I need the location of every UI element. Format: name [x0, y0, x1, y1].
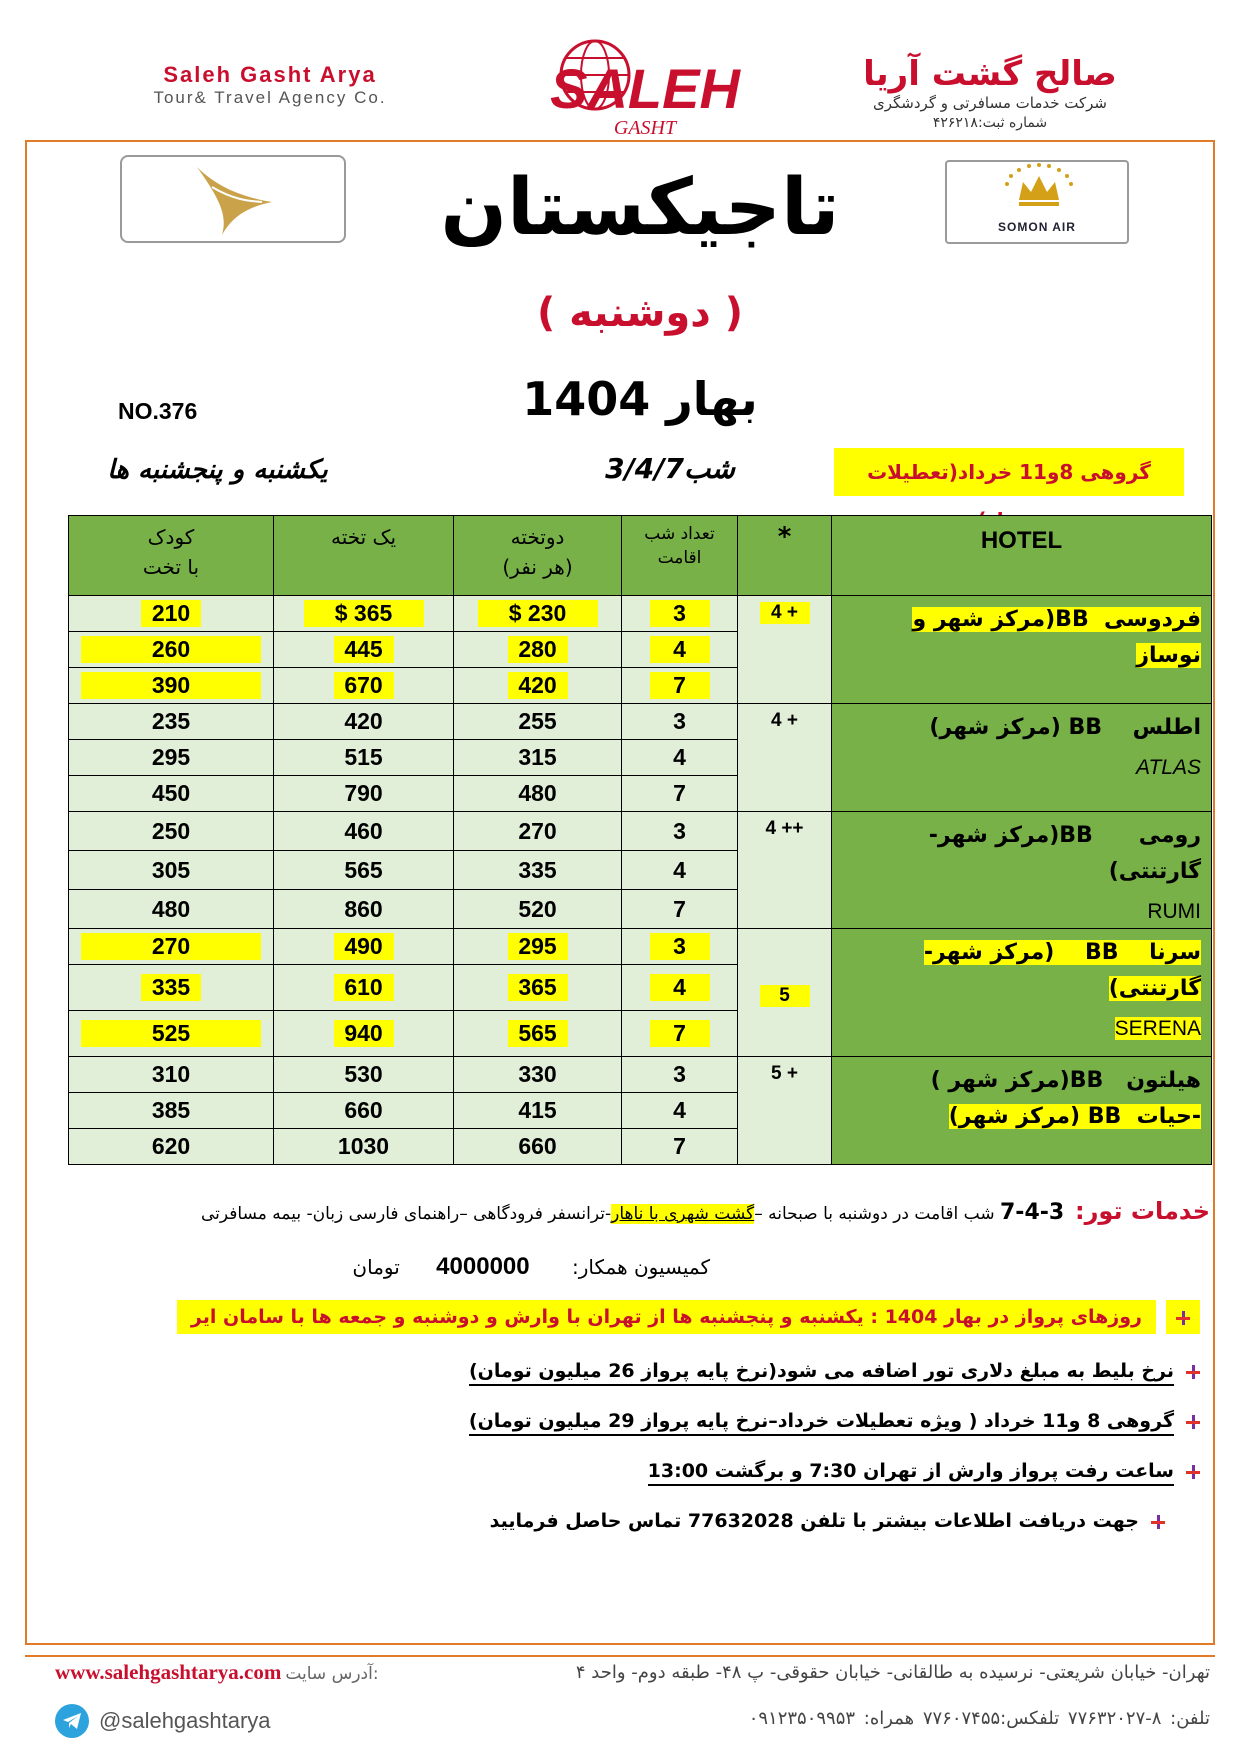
- price-single: 940: [274, 1011, 454, 1057]
- price-double: 520: [454, 890, 622, 929]
- services-label: خدمات تور:: [1075, 1197, 1210, 1225]
- bullet-ticket-price: نرخ بلیط به مبلغ دلاری تور اضافه می شود(نرخ پایه پرواز 26 میلیون تومان): [469, 1360, 1200, 1382]
- phone-numbers: تلفن: ۸-۷۷۶۳۲۰۲۷ تلفکس:۷۷۶۰۷۴۵۵ همراه: ۰۹۱۲۳۵۰۹۹۵۳: [748, 1708, 1210, 1729]
- nights-count: 7: [622, 890, 738, 929]
- website: [55, 1660, 379, 1685]
- price-single: 460: [274, 812, 454, 851]
- hotel-stars: 4 +: [738, 704, 832, 812]
- bullet-contact: جهت دریافت اطلاعات بیشتر با تلفن 77632028 تماس حاصل فرمایید: [490, 1510, 1165, 1532]
- hotel-name-ferdowsi: فردوسی BB(مرکز شهر و نوساز: [832, 596, 1212, 704]
- price-double: 660: [454, 1129, 622, 1165]
- services-text-2: -ترانسفر فرودگاهی –راهنمای فارسی زبان- بیمه مسافرتی: [200, 1204, 612, 1224]
- hotel-stars: 5 +: [738, 1057, 832, 1165]
- price-single: 490: [274, 929, 454, 965]
- price-double: 335: [454, 851, 622, 890]
- nights-count: 3: [622, 1057, 738, 1093]
- website-label: آدرس سایت:: [285, 1664, 379, 1684]
- price-child: 305: [69, 851, 274, 890]
- nights-options: 3/4/7شب: [605, 452, 735, 485]
- telegram-icon[interactable]: [55, 1704, 89, 1738]
- tour-number: NO.376: [118, 398, 198, 424]
- hotel-stars: 4 +: [738, 596, 832, 704]
- saleh-gasht-logo: [535, 30, 750, 140]
- hotel-stars: 5: [738, 929, 832, 1057]
- social-handle: [55, 1704, 271, 1738]
- crown-icon: [947, 162, 1131, 222]
- price-child: 525: [69, 1011, 274, 1057]
- hotel-name-rumi: رومی BB(مرکز شهر-گارتنتی) RUMI: [832, 812, 1212, 929]
- plus-icon: [1186, 1365, 1200, 1379]
- brand-fa-registration: شماره ثبت:۴۲۶۲۱۸: [932, 115, 1048, 131]
- price-double: $ 230: [454, 596, 622, 632]
- table-header-row: [69, 516, 1212, 596]
- price-child: 480: [69, 890, 274, 929]
- price-single: 660: [274, 1093, 454, 1129]
- price-child: 295: [69, 740, 274, 776]
- price-child: 450: [69, 776, 274, 812]
- page-title: تاجیکستان: [440, 163, 840, 253]
- header-double: دوتخته (هر نفر): [454, 516, 622, 596]
- nights-count: 4: [622, 851, 738, 890]
- social-handle-text[interactable]: @salehgashtarya: [99, 1708, 271, 1733]
- nights-count: 3: [622, 929, 738, 965]
- brand-en-title: Saleh Gasht Arya: [163, 62, 377, 87]
- price-double: 330: [454, 1057, 622, 1093]
- nights-count: 3: [622, 704, 738, 740]
- services-nights: 3-4-7: [999, 1200, 1065, 1225]
- price-single: 565: [274, 851, 454, 890]
- commission: [210, 1253, 710, 1281]
- somon-air-name: SOMON AIR: [998, 220, 1076, 234]
- price-child: 385: [69, 1093, 274, 1129]
- plus-icon: [1186, 1465, 1200, 1479]
- group-note: گروهی 8و11 خرداد(تعطیلات: [834, 448, 1184, 496]
- price-single: 515: [274, 740, 454, 776]
- price-double: 280: [454, 632, 622, 668]
- nights-count: 7: [622, 1011, 738, 1057]
- commission-unit: تومان: [352, 1255, 400, 1279]
- nights-count: 7: [622, 668, 738, 704]
- hotel-stars: 4 ++: [738, 812, 832, 929]
- commission-label: کمیسیون همکار:: [571, 1255, 710, 1279]
- address: تهران- خیابان شریعتی- نرسیده به طالقانی- خیابان حقوقی- پ ۴۸- طبقه دوم- واحد ۴: [575, 1662, 1210, 1683]
- nights-count: 3: [622, 812, 738, 851]
- nights-count: 7: [622, 776, 738, 812]
- price-double: 315: [454, 740, 622, 776]
- brand-name-fa: [830, 55, 1150, 133]
- price-double: 255: [454, 704, 622, 740]
- price-double: 480: [454, 776, 622, 812]
- departure-day: ( دوشنبه ): [536, 290, 744, 336]
- price-single: 1030: [274, 1129, 454, 1165]
- nights-count: 4: [622, 632, 738, 668]
- commission-value: 4000000: [436, 1253, 530, 1280]
- price-child: 310: [69, 1057, 274, 1093]
- header-star: *: [738, 516, 832, 596]
- price-single: 860: [274, 890, 454, 929]
- price-single: $ 365: [274, 596, 454, 632]
- price-single: 670: [274, 668, 454, 704]
- table-row: [69, 1057, 1212, 1093]
- brand-fa-title: صالح گشت آریا: [863, 54, 1117, 94]
- price-single: 420: [274, 704, 454, 740]
- price-child: 250: [69, 812, 274, 851]
- price-single: 530: [274, 1057, 454, 1093]
- somon-air-logo: [945, 160, 1129, 244]
- price-child: 270: [69, 929, 274, 965]
- table-row: [69, 812, 1212, 851]
- table-row: [69, 929, 1212, 965]
- bullet-group-khordad: گروهی 8 و11 خرداد ( ویژه تعطیلات خرداد–نرخ پایه پرواز 29 میلیون تومان): [469, 1410, 1200, 1432]
- price-child: 260: [69, 632, 274, 668]
- plus-icon: [1176, 1311, 1190, 1325]
- header-nights: تعداد شب اقامت: [622, 516, 738, 596]
- price-double: 270: [454, 812, 622, 851]
- price-double: 365: [454, 965, 622, 1011]
- flight-days: یکشنبه و پنجشنبه ها: [107, 455, 328, 485]
- nights-count: 3: [622, 596, 738, 632]
- price-child: 210: [69, 596, 274, 632]
- plus-icon: [1151, 1515, 1165, 1529]
- season-label: بهار 1404: [522, 372, 758, 426]
- table-row: [69, 596, 1212, 632]
- brand-name-en: [120, 62, 420, 108]
- price-child: 620: [69, 1129, 274, 1165]
- price-single: 610: [274, 965, 454, 1011]
- hotel-name-hilton-hyatt: هیلتون BB(مرکز شهر ) -حیات BB (مرکز شهر): [832, 1057, 1212, 1165]
- bullet-flight-times: ساعت رفت پرواز وارش از تهران 7:30 و برگشت 13:00: [648, 1460, 1200, 1482]
- hotel-name-atlas: اطلس BB (مرکز شهر) ATLAS: [832, 704, 1212, 812]
- price-single: 790: [274, 776, 454, 812]
- bullet-flight-days: روزهای پرواز در بهار 1404 : یکشنبه و پنجشنبه ها از تهران با وارش و دوشنبه و جمعه ها با سامان ایر: [177, 1300, 1200, 1334]
- nights-count: 7: [622, 1129, 738, 1165]
- price-double: 565: [454, 1011, 622, 1057]
- price-double: 415: [454, 1093, 622, 1129]
- nights-count: 4: [622, 1093, 738, 1129]
- bird-icon: [122, 157, 348, 245]
- price-double: 420: [454, 668, 622, 704]
- services-text-1: شب اقامت در دوشنبه با صبحانه –: [754, 1204, 995, 1224]
- price-table: [68, 515, 1212, 1165]
- plus-icon: [1186, 1415, 1200, 1429]
- header-single: یک تخته: [274, 516, 454, 596]
- table-row: [69, 704, 1212, 740]
- website-link[interactable]: www.salehgashtarya.com: [55, 1660, 282, 1684]
- tour-services: [40, 1195, 1210, 1230]
- price-double: 295: [454, 929, 622, 965]
- logo-subtext: GASHT: [613, 117, 677, 139]
- nights-count: 4: [622, 740, 738, 776]
- logo-text: SALEH: [550, 57, 740, 120]
- price-child: 390: [69, 668, 274, 704]
- services-highlight: گشت شهری با ناهار: [611, 1204, 755, 1224]
- price-single: 445: [274, 632, 454, 668]
- varesh-airline-logo: [120, 155, 346, 243]
- brand-en-subtitle: Tour& Travel Agency Co.: [153, 88, 387, 107]
- footer-divider: [25, 1655, 1215, 1657]
- price-child: 235: [69, 704, 274, 740]
- nights-count: 4: [622, 965, 738, 1011]
- header-hotel: HOTEL: [832, 516, 1212, 596]
- header-child: کودک با تخت: [69, 516, 274, 596]
- brand-fa-subtitle: شرکت خدمات مسافرتی و گردشگری: [873, 94, 1107, 112]
- price-child: 335: [69, 965, 274, 1011]
- hotel-name-serena: سرنا BB (مرکز شهر-گارتنتی) SERENA: [832, 929, 1212, 1057]
